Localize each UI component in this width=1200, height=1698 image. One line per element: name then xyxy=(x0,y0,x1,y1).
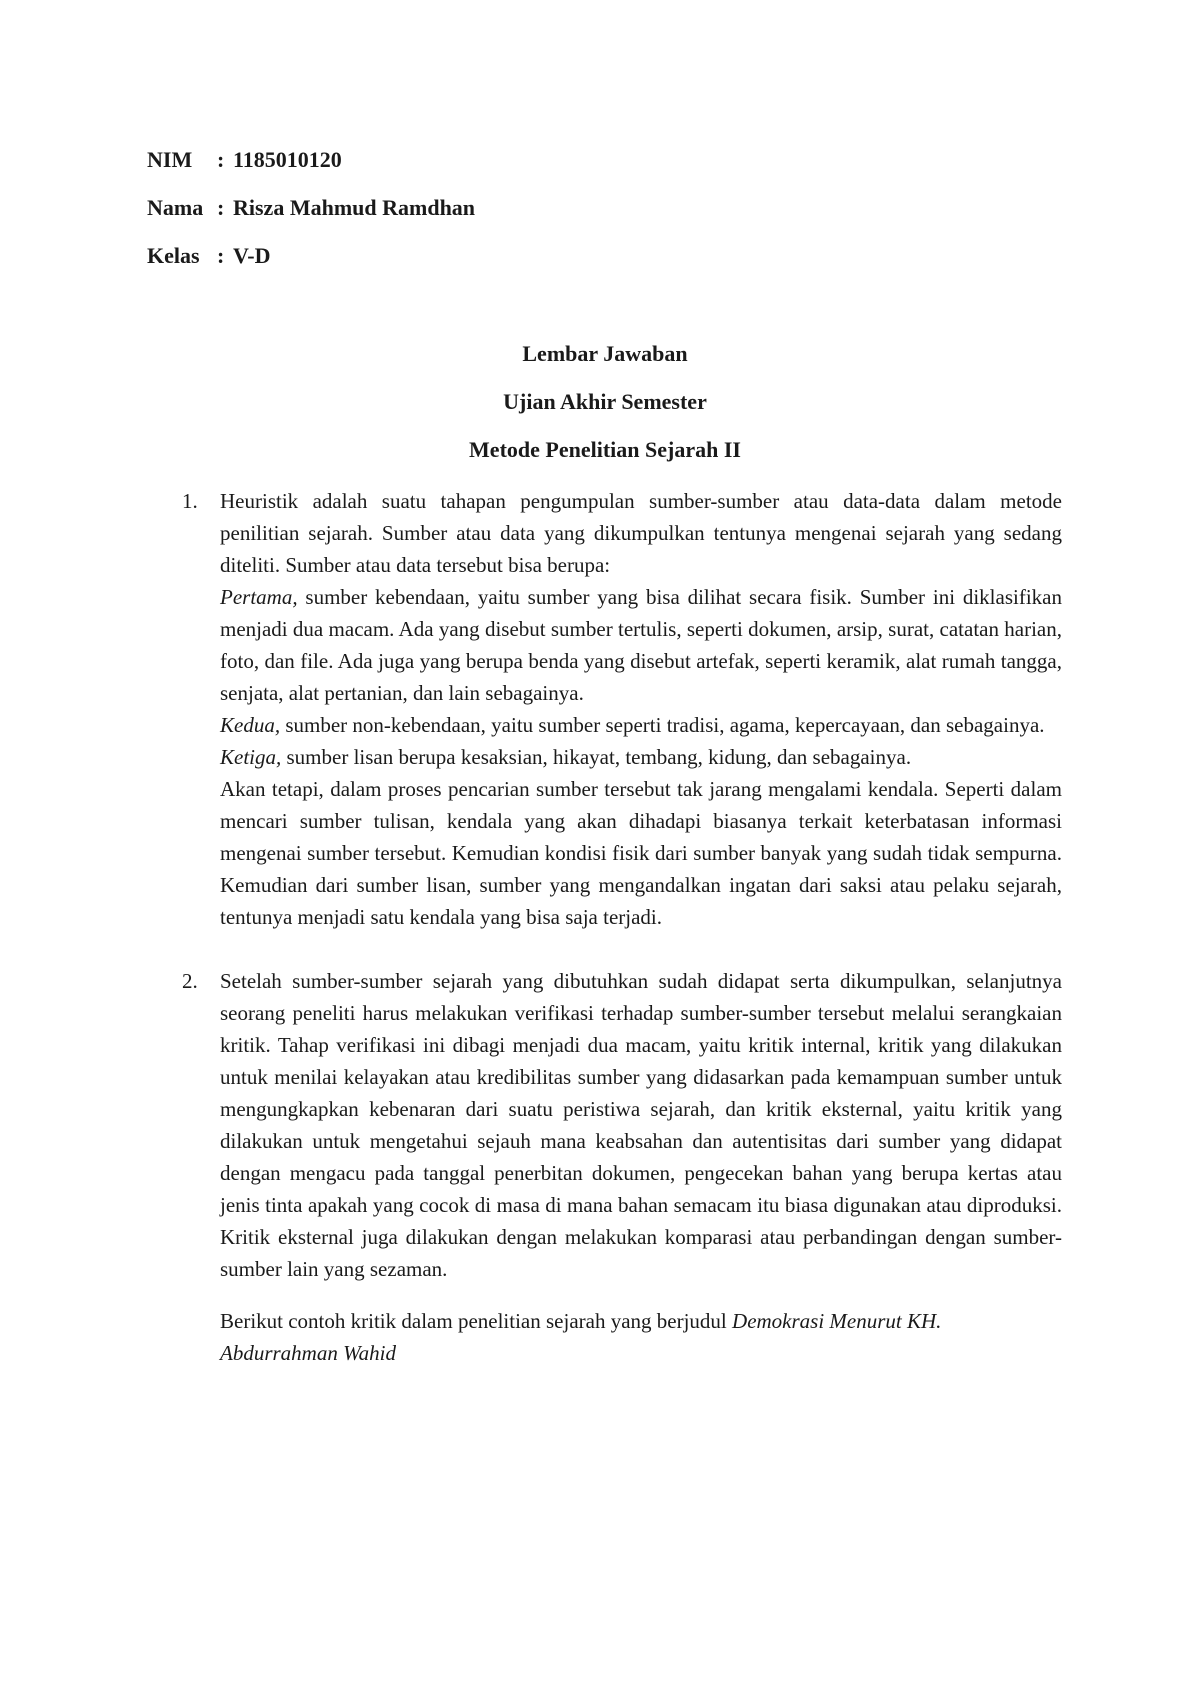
second-label: Kedua, xyxy=(220,713,281,737)
class-label: Kelas xyxy=(147,243,200,268)
class-row xyxy=(147,241,475,289)
answer2-example xyxy=(220,1305,1062,1369)
first-text: sumber kebendaan, yaitu sumber yang bisa dilihat secara fisik. Sumber ini diklasifikan menjadi dua macam. Ada yang disebut sumber tertulis, seperti dokumen, arsip, surat, catatan harian, foto, dan file. Ada juga yang berupa benda yang disebut artefak, seperti keramik, alat rumah tangga, senjata, alat pertanian, dan lain sebagainya. xyxy=(220,585,1062,705)
second-text: sumber non-kebendaan, yaitu sumber seperti tradisi, agama, kepercayaan, dan sebagainya. xyxy=(280,713,1045,737)
example-title: Demokrasi Menurut KH. Abdurrahman Wahid xyxy=(220,1309,942,1365)
answer-number: 2. xyxy=(182,969,198,993)
title-course: Metode Penelitian Sejarah II xyxy=(469,437,741,462)
answer1-second xyxy=(220,709,1062,741)
name-row xyxy=(147,193,475,241)
spacer xyxy=(220,1285,1062,1305)
answer2-text: Setelah sumber-sumber sejarah yang dibutuhkan sudah didapat serta dikumpulkan, selanjutnya seorang peneliti harus melakukan verifikasi terhadap sumber-sumber tersebut melalui serangkaian kritik. Tahap verifikasi ini dibagi menjadi dua macam, yaitu kritik internal, kritik yang dilakukan untuk menilai kelayakan atau kredibilitas sumber yang didasarkan pada kemampuan sumber untuk mengungkapkan kebenaran dari suatu peristiwa sejarah, dan kritik eksternal, yaitu kritik yang dilakukan untuk mengetahui sejauh mana keabsahan dan autentisitas dari sumber yang didapat dengan mengacu pada tanggal penerbitan dokumen, pengecekan bahan yang berupa kertas atau jenis tinta apakah yang cocok di masa di mana bahan semacam itu biasa digunakan atau diproduksi. Kritik eksternal juga dilakukan dengan melakukan komparasi atau perbandingan dengan sumber-sumber lain yang sezaman. xyxy=(220,969,1062,1281)
nim-row xyxy=(147,145,475,193)
third-text: sumber lisan berupa kesaksian, hikayat, tembang, kidung, dan sebagainya. xyxy=(281,745,912,769)
nim-separator: : xyxy=(217,147,225,172)
title-exam: Ujian Akhir Semester xyxy=(503,389,707,414)
class-value: V-D xyxy=(233,243,271,268)
answer1-intro: Heuristik adalah suatu tahapan pengumpulan sumber-sumber atau data-data dalam metode penilitian sejarah. Sumber atau data yang dikumpulkan tentunya mengenai sejarah yang sedang diteliti. Sumber atau data tersebut bisa berupa: xyxy=(220,489,1062,577)
answer1-first xyxy=(220,581,1062,709)
answer-item-1 xyxy=(172,485,1062,933)
third-label: Ketiga, xyxy=(220,745,282,769)
first-label: Pertama, xyxy=(220,585,298,609)
spacer xyxy=(172,933,1062,965)
answer-item-2 xyxy=(172,965,1062,1369)
name-value: Risza Mahmud Ramdhan xyxy=(233,195,476,220)
nim-label: NIM xyxy=(147,147,193,172)
answers-section xyxy=(172,485,1062,1369)
answer1-closing: Akan tetapi, dalam proses pencarian sumber tersebut tak jarang mengalami kendala. Seperti dalam mencari sumber tulisan, kendala yang akan dihadapi biasanya terkait keterbatasan informasi mengenai sumber tersebut. Kemudian kondisi fisik dari sumber banyak yang sudah tidak sempurna. Kemudian dari sumber lisan, sumber yang mengandalkan ingatan dari saksi atau pelaku sejarah, tentunya menjadi satu kendala yang bisa saja terjadi. xyxy=(220,777,1062,929)
class-separator: : xyxy=(217,243,225,268)
name-separator: : xyxy=(217,195,225,220)
example-text: Berikut contoh kritik dalam penelitian sejarah yang berjudul xyxy=(220,1309,733,1333)
nim-value: 1185010120 xyxy=(233,147,342,172)
student-identity xyxy=(147,145,475,289)
answer1-third xyxy=(220,741,1062,773)
document-titles xyxy=(0,339,1200,483)
title-answer-sheet: Lembar Jawaban xyxy=(522,341,688,366)
answer-number: 1. xyxy=(182,489,198,513)
name-label: Nama xyxy=(147,195,204,220)
